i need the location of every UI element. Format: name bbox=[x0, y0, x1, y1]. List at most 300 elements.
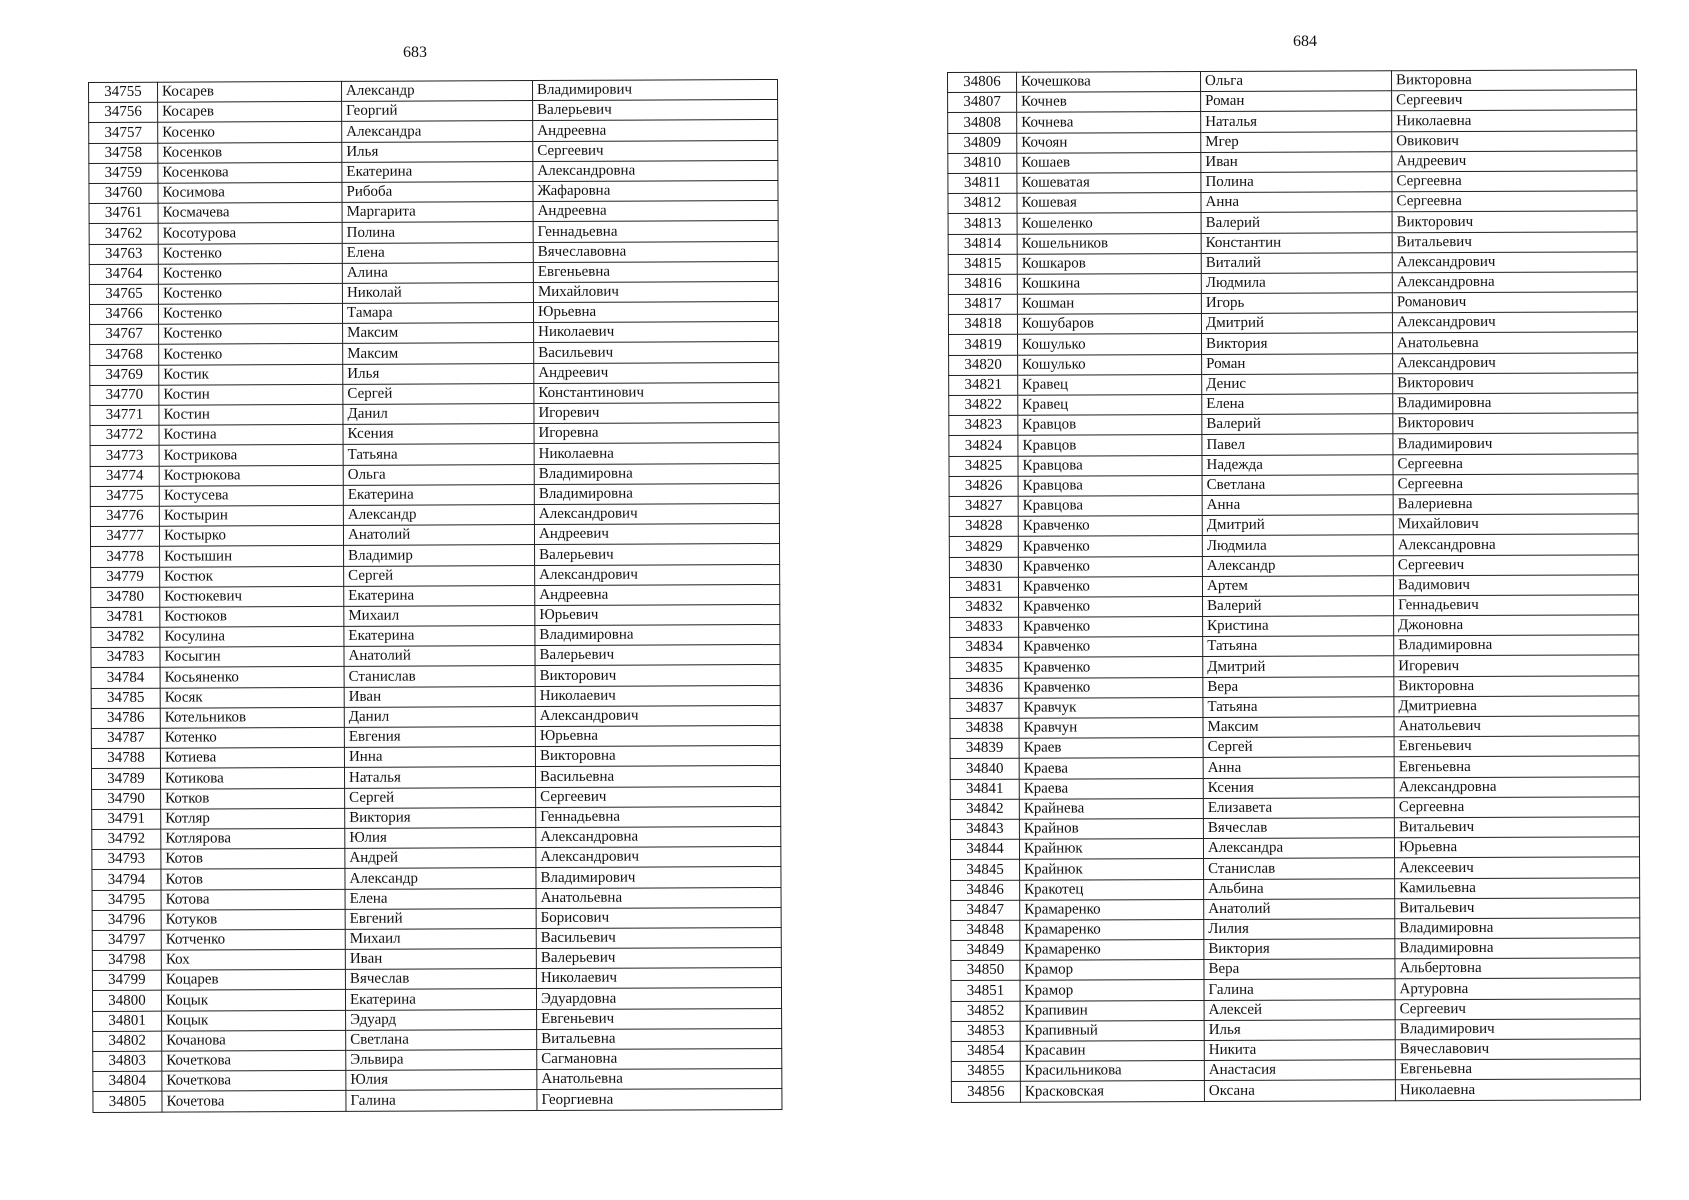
first-name-cell: Станислав bbox=[1204, 858, 1395, 879]
surname-cell: Крамор bbox=[1020, 960, 1204, 981]
surname-cell: Кочнева bbox=[1017, 112, 1201, 133]
record-number-cell: 34791 bbox=[92, 809, 161, 829]
first-name-cell: Ксения bbox=[343, 424, 534, 445]
table-row bbox=[949, 352, 1638, 375]
record-number-cell: 34838 bbox=[950, 718, 1019, 738]
patronymic-cell: Сергеевна bbox=[1393, 453, 1638, 474]
first-name-cell: Алина bbox=[342, 262, 533, 283]
table-row bbox=[948, 70, 1637, 93]
patronymic-cell: Владимировна bbox=[1393, 393, 1638, 414]
record-number-cell: 34839 bbox=[950, 738, 1019, 758]
record-number-cell: 34849 bbox=[951, 940, 1020, 960]
first-name-cell: Александр bbox=[345, 868, 536, 889]
surname-cell: Краева bbox=[1019, 778, 1203, 799]
table-row bbox=[950, 615, 1639, 638]
first-name-cell: Илья bbox=[1204, 1020, 1395, 1041]
record-number-cell: 34817 bbox=[948, 294, 1017, 314]
surname-cell: Крайнюк bbox=[1019, 839, 1203, 860]
record-number-cell: 34777 bbox=[90, 526, 159, 546]
record-number-cell: 34758 bbox=[89, 143, 158, 163]
first-name-cell: Иван bbox=[345, 949, 536, 970]
record-number-cell: 34789 bbox=[91, 769, 160, 789]
first-name-cell: Игорь bbox=[1201, 293, 1392, 314]
table-row bbox=[951, 1039, 1640, 1062]
first-name-cell: Маргарита bbox=[342, 202, 533, 223]
first-name-cell: Дмитрий bbox=[1203, 656, 1394, 677]
record-number-cell: 34809 bbox=[948, 133, 1017, 153]
first-name-cell: Вячеслав bbox=[345, 969, 536, 990]
patronymic-cell: Александрович bbox=[1393, 352, 1638, 373]
surname-cell: Костенко bbox=[159, 324, 343, 345]
record-number-cell: 34806 bbox=[948, 72, 1017, 92]
first-name-cell: Елизавета bbox=[1203, 798, 1394, 819]
patronymic-cell: Викторовна bbox=[535, 746, 780, 767]
record-number-cell: 34850 bbox=[951, 960, 1020, 980]
page-number: 684 bbox=[1293, 33, 1317, 50]
table-row bbox=[950, 817, 1639, 840]
surname-cell: Коцарев bbox=[161, 970, 345, 991]
first-name-cell: Анна bbox=[1201, 192, 1392, 213]
patronymic-cell: Владимировна bbox=[1395, 938, 1640, 959]
table-row bbox=[948, 252, 1637, 275]
patronymic-cell: Евгеньевна bbox=[1394, 756, 1639, 777]
patronymic-cell: Романович bbox=[1392, 292, 1637, 313]
surname-cell: Кошельников bbox=[1017, 233, 1201, 254]
first-name-cell: Анатолий bbox=[1204, 898, 1395, 919]
surname-cell: Коцык bbox=[162, 1010, 346, 1031]
patronymic-cell: Валерьевич bbox=[536, 948, 781, 969]
record-number-cell: 34826 bbox=[949, 476, 1018, 496]
surname-cell: Кравцов bbox=[1018, 415, 1202, 436]
first-name-cell: Рибоба bbox=[342, 181, 533, 202]
patronymic-cell: Евгеньевна bbox=[533, 261, 778, 282]
record-number-cell: 34816 bbox=[948, 274, 1017, 294]
first-name-cell: Алексей bbox=[1204, 999, 1395, 1020]
surname-cell: Кравченко bbox=[1018, 576, 1202, 597]
patronymic-cell: Витальевич bbox=[1395, 898, 1640, 919]
surname-cell: Краева bbox=[1019, 758, 1203, 779]
surname-cell: Крайнюк bbox=[1020, 859, 1204, 880]
surname-cell: Костенко bbox=[158, 243, 342, 264]
patronymic-cell: Александровна bbox=[1393, 534, 1638, 555]
surname-cell: Кочоян bbox=[1017, 132, 1201, 153]
first-name-cell: Иван bbox=[1201, 152, 1392, 173]
patronymic-cell: Александровна bbox=[1392, 272, 1637, 293]
patronymic-cell: Александровна bbox=[533, 160, 778, 181]
record-number-cell: 34787 bbox=[91, 728, 160, 748]
record-number-cell: 34767 bbox=[90, 324, 159, 344]
surname-cell: Костышин bbox=[160, 546, 344, 567]
first-name-cell: Денис bbox=[1202, 374, 1393, 395]
table-row bbox=[951, 1079, 1640, 1102]
first-name-cell: Артем bbox=[1202, 575, 1393, 596]
first-name-cell: Максим bbox=[343, 323, 534, 344]
surname-cell: Косотурова bbox=[158, 223, 342, 244]
patronymic-cell: Геннадьевич bbox=[1394, 595, 1639, 616]
first-name-cell: Светлана bbox=[346, 1029, 537, 1050]
patronymic-cell: Джоновна bbox=[1394, 615, 1639, 636]
record-number-cell: 34765 bbox=[89, 284, 158, 304]
patronymic-cell: Николаевна bbox=[1392, 110, 1637, 131]
record-number-cell: 34808 bbox=[948, 113, 1017, 133]
record-number-cell: 34782 bbox=[91, 627, 160, 647]
first-name-cell: Дмитрий bbox=[1202, 515, 1393, 536]
surname-cell: Котляр bbox=[161, 808, 345, 829]
table-row bbox=[949, 494, 1638, 517]
surname-cell: Кравчук bbox=[1019, 697, 1203, 718]
right-page bbox=[845, 0, 1689, 1200]
record-number-cell: 34836 bbox=[950, 678, 1019, 698]
record-number-cell: 34856 bbox=[951, 1082, 1020, 1102]
surname-cell: Красавин bbox=[1020, 1041, 1204, 1062]
record-number-cell: 34820 bbox=[949, 355, 1018, 375]
record-number-cell: 34796 bbox=[92, 910, 161, 930]
first-name-cell: Галина bbox=[1204, 979, 1395, 1000]
patronymic-cell: Юрьевна bbox=[533, 302, 778, 323]
table-row bbox=[951, 938, 1640, 961]
surname-cell: Кострюкова bbox=[159, 465, 343, 486]
surname-cell: Кравченко bbox=[1019, 657, 1203, 678]
patronymic-cell: Владимирович bbox=[1395, 1019, 1640, 1040]
first-name-cell: Анатолий bbox=[344, 646, 535, 667]
patronymic-cell: Евгеньевич bbox=[537, 1008, 782, 1029]
surname-cell: Красковская bbox=[1020, 1081, 1204, 1102]
table-row bbox=[950, 675, 1639, 698]
record-number-cell: 34840 bbox=[950, 759, 1019, 779]
table-row bbox=[948, 292, 1637, 315]
patronymic-cell: Владимировна bbox=[1394, 635, 1639, 656]
first-name-cell: Инна bbox=[344, 747, 535, 768]
patronymic-cell: Сагмановна bbox=[537, 1048, 782, 1069]
table-row bbox=[949, 514, 1638, 537]
first-name-cell: Павел bbox=[1202, 434, 1393, 455]
patronymic-cell: Геннадьевна bbox=[536, 806, 781, 827]
table-row bbox=[951, 857, 1640, 880]
surname-cell: Косулина bbox=[160, 626, 344, 647]
table-row bbox=[949, 554, 1638, 577]
record-number-cell: 34788 bbox=[91, 748, 160, 768]
patronymic-cell: Михайлович bbox=[533, 281, 778, 302]
patronymic-cell: Вячеславовна bbox=[533, 241, 778, 262]
patronymic-cell: Сергеевич bbox=[536, 786, 781, 807]
surname-cell: Кочешкова bbox=[1017, 72, 1201, 93]
record-number-cell: 34815 bbox=[948, 254, 1017, 274]
patronymic-cell: Анатольевна bbox=[536, 887, 781, 908]
record-number-cell: 34760 bbox=[89, 183, 158, 203]
surname-cell: Косенко bbox=[158, 122, 342, 143]
record-number-cell: 34779 bbox=[91, 567, 160, 587]
surname-cell: Кошкина bbox=[1017, 273, 1201, 294]
surname-cell: Кравченко bbox=[1019, 677, 1203, 698]
record-number-cell: 34778 bbox=[91, 547, 160, 567]
surname-cell: Костенко bbox=[158, 263, 342, 284]
record-number-cell: 34799 bbox=[92, 970, 161, 990]
surname-cell: Кочнев bbox=[1017, 92, 1201, 113]
patronymic-cell: Александровна bbox=[536, 826, 781, 847]
table-row bbox=[948, 130, 1637, 153]
table-row bbox=[951, 877, 1640, 900]
first-name-cell: Евгений bbox=[345, 908, 536, 929]
first-name-cell: Лилия bbox=[1204, 919, 1395, 940]
surname-cell: Костик bbox=[159, 364, 343, 385]
surname-cell: Кошаев bbox=[1017, 152, 1201, 173]
surname-cell: Крапивин bbox=[1020, 1000, 1204, 1021]
record-number-cell: 34769 bbox=[90, 365, 159, 385]
patronymic-cell: Валерьевич bbox=[533, 100, 778, 121]
table-row bbox=[948, 171, 1637, 194]
first-name-cell: Мгер bbox=[1201, 131, 1392, 152]
surname-cell: Костюков bbox=[160, 606, 344, 627]
surname-cell: Костюкевич bbox=[160, 586, 344, 607]
record-number-cell: 34798 bbox=[92, 950, 161, 970]
first-name-cell: Татьяна bbox=[1203, 636, 1394, 657]
patronymic-cell: Овикович bbox=[1392, 130, 1637, 151]
surname-cell: Котлярова bbox=[161, 828, 345, 849]
first-name-cell: Андрей bbox=[345, 848, 536, 869]
first-name-cell: Виталий bbox=[1201, 252, 1392, 273]
patronymic-cell: Сергеевич bbox=[1393, 554, 1638, 575]
first-name-cell: Валерий bbox=[1203, 596, 1394, 617]
surname-cell: Костырко bbox=[159, 526, 343, 547]
surname-cell: Костырин bbox=[159, 505, 343, 526]
record-number-cell: 34814 bbox=[948, 234, 1017, 254]
patronymic-cell: Эдуардовна bbox=[536, 988, 781, 1009]
first-name-cell: Данил bbox=[344, 706, 535, 727]
record-number-cell: 34757 bbox=[89, 123, 158, 143]
first-name-cell: Анна bbox=[1202, 495, 1393, 516]
table-row bbox=[951, 1059, 1640, 1082]
record-number-cell: 34763 bbox=[89, 244, 158, 264]
first-name-cell: Константин bbox=[1201, 232, 1392, 253]
patronymic-cell: Александрович bbox=[536, 847, 781, 868]
surname-cell: Котикова bbox=[160, 768, 344, 789]
surname-cell: Кравцов bbox=[1018, 435, 1202, 456]
first-name-cell: Эльвира bbox=[346, 1050, 537, 1071]
record-number-cell: 34845 bbox=[951, 860, 1020, 880]
patronymic-cell: Сергеевна bbox=[1392, 171, 1637, 192]
patronymic-cell: Дмитриевна bbox=[1394, 696, 1639, 717]
surname-cell: Кравченко bbox=[1018, 516, 1202, 537]
patronymic-cell: Викторовна bbox=[1391, 70, 1636, 91]
patronymic-cell: Сергеевич bbox=[1395, 998, 1640, 1019]
first-name-cell: Оксана bbox=[1204, 1080, 1395, 1101]
table-row bbox=[948, 272, 1637, 295]
record-number-cell: 34835 bbox=[950, 658, 1019, 678]
first-name-cell: Эдуард bbox=[346, 1009, 537, 1030]
surname-cell: Костин bbox=[159, 404, 343, 425]
patronymic-cell: Витальевич bbox=[1394, 817, 1639, 838]
first-name-cell: Валерий bbox=[1202, 414, 1393, 435]
first-name-cell: Михаил bbox=[345, 928, 536, 949]
patronymic-cell: Николаевна bbox=[534, 443, 779, 464]
table-row bbox=[950, 736, 1639, 759]
patronymic-cell: Валерьевич bbox=[535, 544, 780, 565]
surname-cell: Костенко bbox=[158, 283, 342, 304]
surname-cell: Косарев bbox=[158, 102, 342, 123]
surname-cell: Котов bbox=[161, 849, 345, 870]
surname-cell: Котов bbox=[161, 869, 345, 890]
record-number-cell: 34771 bbox=[90, 405, 159, 425]
table-row bbox=[948, 211, 1637, 234]
record-number-cell: 34818 bbox=[948, 314, 1017, 334]
record-number-cell: 34811 bbox=[948, 173, 1017, 193]
patronymic-cell: Альбертовна bbox=[1395, 958, 1640, 979]
surname-cell: Косимова bbox=[158, 182, 342, 203]
patronymic-cell: Викторовна bbox=[1394, 675, 1639, 696]
surname-cell: Кравченко bbox=[1018, 556, 1202, 577]
record-number-cell: 34800 bbox=[92, 991, 161, 1011]
record-number-cell: 34755 bbox=[89, 82, 158, 102]
first-name-cell: Никита bbox=[1204, 1040, 1395, 1061]
patronymic-cell: Васильевна bbox=[535, 766, 780, 787]
patronymic-cell: Анатольевна bbox=[537, 1069, 782, 1090]
first-name-cell: Кристина bbox=[1203, 616, 1394, 637]
first-name-cell: Сергей bbox=[344, 565, 535, 586]
table-row bbox=[951, 998, 1640, 1021]
first-name-cell: Вячеслав bbox=[1203, 818, 1394, 839]
first-name-cell: Елена bbox=[342, 242, 533, 263]
table-row bbox=[950, 655, 1639, 678]
record-number-cell: 34828 bbox=[949, 516, 1018, 536]
table-row bbox=[951, 978, 1640, 1001]
roster-table-body bbox=[948, 70, 1641, 1102]
surname-cell: Кравцова bbox=[1018, 495, 1202, 516]
patronymic-cell: Николаевич bbox=[536, 968, 781, 989]
record-number-cell: 34846 bbox=[951, 880, 1020, 900]
first-name-cell: Роман bbox=[1202, 353, 1393, 374]
patronymic-cell: Игоревна bbox=[534, 423, 779, 444]
first-name-cell: Татьяна bbox=[1203, 697, 1394, 718]
patronymic-cell: Александрович bbox=[1392, 252, 1637, 273]
first-name-cell: Анна bbox=[1203, 757, 1394, 778]
record-number-cell: 34786 bbox=[91, 708, 160, 728]
table-row bbox=[950, 837, 1639, 860]
first-name-cell: Максим bbox=[343, 343, 534, 364]
record-number-cell: 34829 bbox=[949, 537, 1018, 557]
surname-cell: Кошеленко bbox=[1017, 213, 1201, 234]
first-name-cell: Иван bbox=[344, 686, 535, 707]
patronymic-cell: Витальевич bbox=[1392, 231, 1637, 252]
patronymic-cell: Владимирович bbox=[1393, 433, 1638, 454]
roster-table bbox=[947, 69, 1641, 1102]
surname-cell: Котельников bbox=[160, 707, 344, 728]
patronymic-cell: Михайлович bbox=[1393, 514, 1638, 535]
record-number-cell: 34773 bbox=[90, 446, 159, 466]
first-name-cell: Галина bbox=[346, 1090, 537, 1111]
surname-cell: Косенкова bbox=[158, 162, 342, 183]
patronymic-cell: Валерьевич bbox=[535, 645, 780, 666]
patronymic-cell: Николаевич bbox=[535, 685, 780, 706]
record-number-cell: 34855 bbox=[951, 1061, 1020, 1081]
first-name-cell: Александр bbox=[341, 81, 532, 102]
table-row bbox=[950, 797, 1639, 820]
surname-cell: Кочеткова bbox=[162, 1050, 346, 1071]
record-number-cell: 34766 bbox=[89, 304, 158, 324]
table-row bbox=[948, 110, 1637, 133]
roster-table-body bbox=[89, 79, 782, 1112]
record-number-cell: 34848 bbox=[951, 920, 1020, 940]
first-name-cell: Вера bbox=[1203, 676, 1394, 697]
record-number-cell: 34792 bbox=[92, 829, 161, 849]
record-number-cell: 34762 bbox=[89, 224, 158, 244]
patronymic-cell: Камильевна bbox=[1395, 877, 1640, 898]
first-name-cell: Наталья bbox=[1201, 111, 1392, 132]
record-number-cell: 34781 bbox=[91, 607, 160, 627]
surname-cell: Кочеткова bbox=[162, 1071, 346, 1092]
table-row bbox=[950, 595, 1639, 618]
surname-cell: Костюк bbox=[160, 566, 344, 587]
surname-cell: Костина bbox=[159, 425, 343, 446]
patronymic-cell: Николаевич bbox=[534, 322, 779, 343]
first-name-cell: Анастасия bbox=[1204, 1060, 1395, 1081]
surname-cell: Крамаренко bbox=[1020, 940, 1204, 961]
patronymic-cell: Владимировна bbox=[1395, 918, 1640, 939]
patronymic-cell: Викторович bbox=[1393, 413, 1638, 434]
record-number-cell: 34774 bbox=[90, 466, 159, 486]
table-row bbox=[948, 231, 1637, 254]
roster-table bbox=[88, 79, 782, 1113]
table-row bbox=[950, 635, 1639, 658]
patronymic-cell: Вадимович bbox=[1393, 575, 1638, 596]
surname-cell: Костин bbox=[159, 384, 343, 405]
surname-cell: Кошман bbox=[1017, 294, 1201, 315]
patronymic-cell: Константинович bbox=[534, 382, 779, 403]
patronymic-cell: Васильевич bbox=[534, 342, 779, 363]
record-number-cell: 34821 bbox=[949, 375, 1018, 395]
patronymic-cell: Сергеевич bbox=[1392, 90, 1637, 111]
surname-cell: Кошеватая bbox=[1017, 172, 1201, 193]
surname-cell: Котуков bbox=[161, 909, 345, 930]
patronymic-cell: Викторович bbox=[1392, 211, 1637, 232]
table-row bbox=[949, 453, 1638, 476]
record-number-cell: 34812 bbox=[948, 193, 1017, 213]
first-name-cell: Вера bbox=[1204, 959, 1395, 980]
record-number-cell: 34819 bbox=[949, 335, 1018, 355]
record-number-cell: 34804 bbox=[93, 1071, 162, 1091]
surname-cell: Кошулько bbox=[1018, 354, 1202, 375]
record-number-cell: 34807 bbox=[948, 92, 1017, 112]
table-row bbox=[949, 474, 1638, 497]
first-name-cell: Татьяна bbox=[343, 444, 534, 465]
patronymic-cell: Игоревич bbox=[1394, 655, 1639, 676]
patronymic-cell: Андреевич bbox=[534, 524, 779, 545]
surname-cell: Крамаренко bbox=[1020, 899, 1204, 920]
first-name-cell: Александра bbox=[1203, 838, 1394, 859]
first-name-cell: Максим bbox=[1203, 717, 1394, 738]
first-name-cell: Светлана bbox=[1202, 475, 1393, 496]
surname-cell: Крамор bbox=[1020, 980, 1204, 1001]
table-row bbox=[949, 373, 1638, 396]
surname-cell: Красильникова bbox=[1020, 1061, 1204, 1082]
patronymic-cell: Александрович bbox=[1392, 312, 1637, 333]
surname-cell: Кошулько bbox=[1018, 334, 1202, 355]
record-number-cell: 34802 bbox=[93, 1031, 162, 1051]
first-name-cell: Юлия bbox=[346, 1070, 537, 1091]
patronymic-cell: Владимировна bbox=[535, 625, 780, 646]
surname-cell: Котиева bbox=[160, 748, 344, 769]
patronymic-cell: Анатольевна bbox=[1393, 332, 1638, 353]
record-number-cell: 34793 bbox=[92, 849, 161, 869]
surname-cell: Костенко bbox=[159, 344, 343, 365]
record-number-cell: 34759 bbox=[89, 163, 158, 183]
surname-cell: Косенков bbox=[158, 142, 342, 163]
record-number-cell: 34768 bbox=[90, 345, 159, 365]
first-name-cell: Евгения bbox=[344, 727, 535, 748]
first-name-cell: Альбина bbox=[1204, 878, 1395, 899]
patronymic-cell: Сергеевна bbox=[1392, 191, 1637, 212]
record-number-cell: 34770 bbox=[90, 385, 159, 405]
surname-cell: Космачева bbox=[158, 203, 342, 224]
